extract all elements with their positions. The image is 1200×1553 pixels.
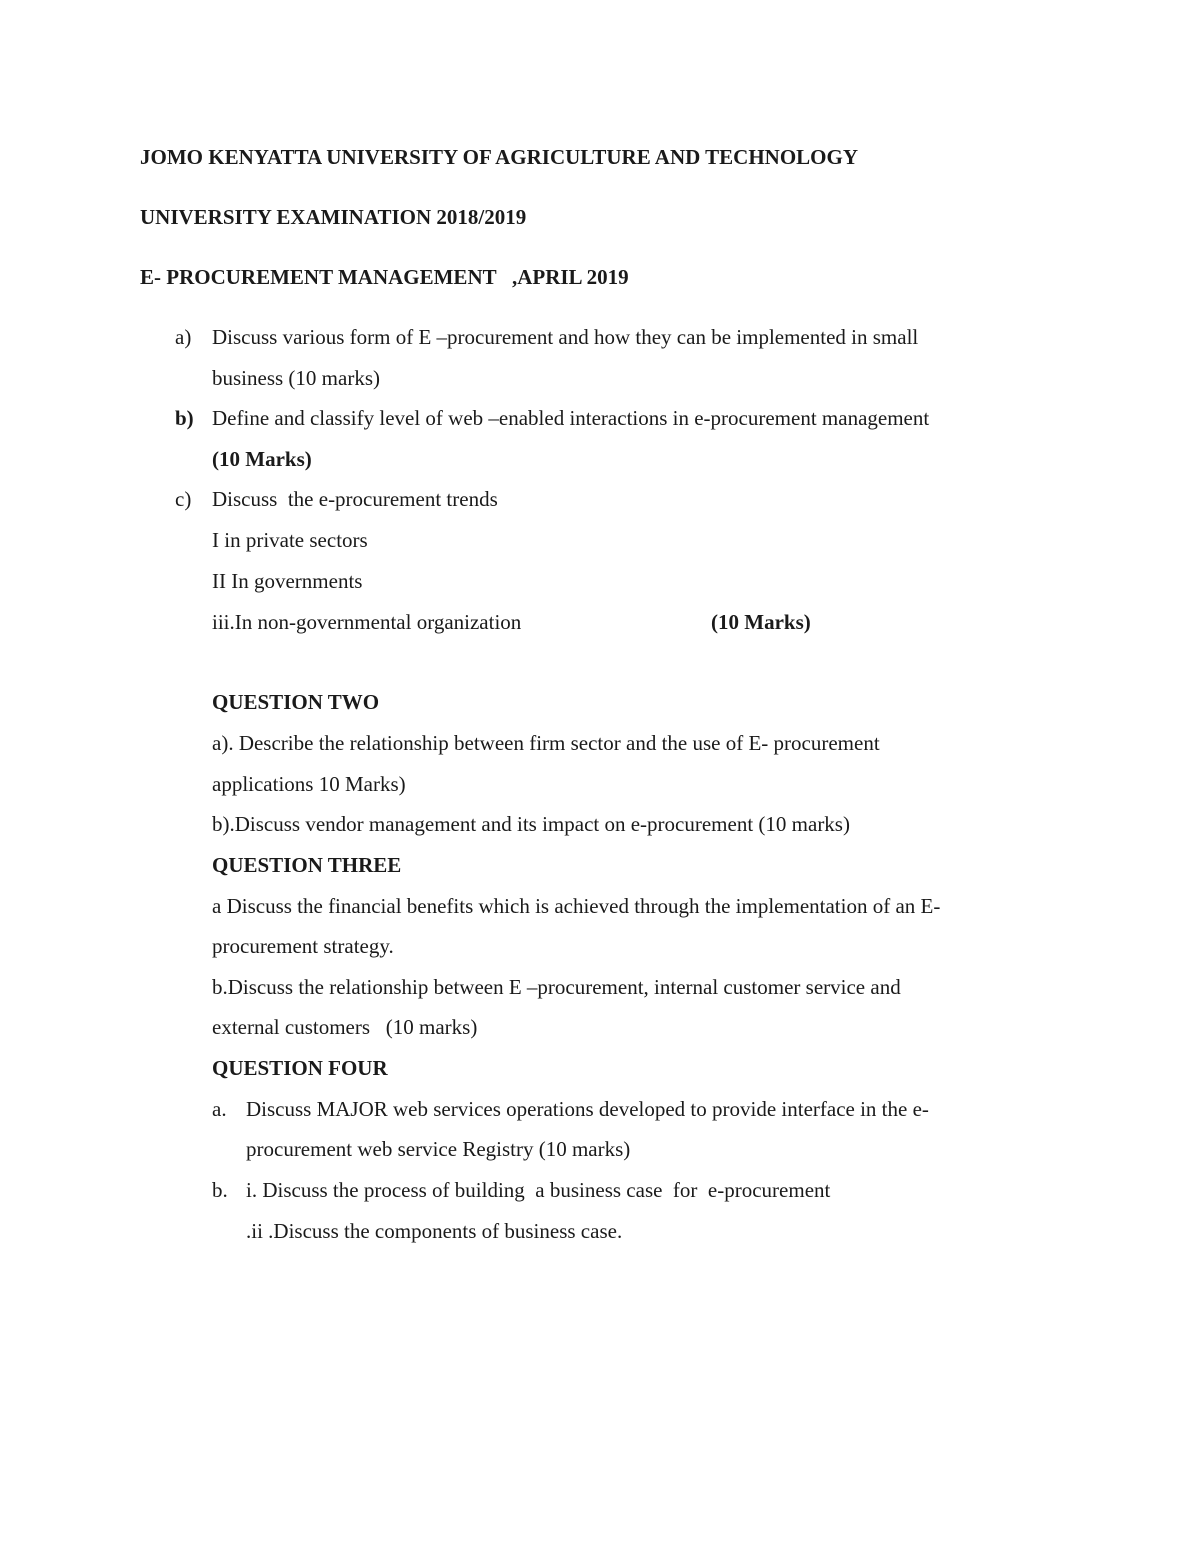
q3a-line2: procurement strategy. — [212, 934, 394, 958]
question-two-heading: QUESTION TWO — [212, 690, 380, 714]
q4a-label: a. — [212, 1097, 227, 1121]
q4a-line1: Discuss MAJOR web services operations developed to provide interface in the e- — [246, 1097, 929, 1121]
q1a-line1: Discuss various form of E –procurement and how they can be implemented in small — [212, 325, 919, 349]
course-title: E- PROCUREMENT MANAGEMENT ,APRIL 2019 — [140, 265, 629, 289]
q1c-item-ii: II In governments — [212, 569, 363, 593]
q1b-line1: Define and classify level of web –enabled interactions in e-procurement management — [212, 406, 930, 430]
q1c-item-iii: iii.In non-governmental organization — [212, 610, 522, 634]
q1c-label: c) — [175, 487, 192, 511]
q1c-item-i: I in private sectors — [212, 528, 368, 552]
q1a-line2: business (10 marks) — [212, 366, 380, 390]
q1c-marks: (10 Marks) — [711, 610, 811, 634]
q1c-line1: Discuss the e-procurement trends — [212, 487, 498, 511]
q1b-marks: (10 Marks) — [212, 447, 312, 471]
q2b-line1: b).Discuss vendor management and its impact on e-procurement (10 marks) — [212, 812, 850, 836]
q4a-line2: procurement web service Registry (10 marks) — [246, 1137, 631, 1161]
question-three-heading: QUESTION THREE — [212, 853, 402, 877]
q1a-label: a) — [175, 325, 192, 349]
q4b-line2: .ii .Discuss the components of business case. — [246, 1219, 623, 1243]
q3b-line2: external customers (10 marks) — [212, 1015, 478, 1039]
q1b-label: b) — [175, 406, 194, 430]
question-four-heading: QUESTION FOUR — [212, 1056, 388, 1080]
q3b-line1: b.Discuss the relationship between E –procurement, internal customer service and — [212, 975, 901, 999]
university-title: JOMO KENYATTA UNIVERSITY OF AGRICULTURE AND TECHNOLOGY — [140, 145, 859, 169]
q3a-line1: a Discuss the financial benefits which is achieved through the implementation of an E- — [212, 894, 941, 918]
q4b-line1: i. Discuss the process of building a business case for e-procurement — [246, 1178, 831, 1202]
exam-title: UNIVERSITY EXAMINATION 2018/2019 — [140, 205, 527, 229]
q2a-line1: a). Describe the relationship between firm sector and the use of E- procurement — [212, 731, 880, 755]
q4b-label: b. — [212, 1178, 228, 1202]
q2a-line2: applications 10 Marks) — [212, 772, 406, 796]
